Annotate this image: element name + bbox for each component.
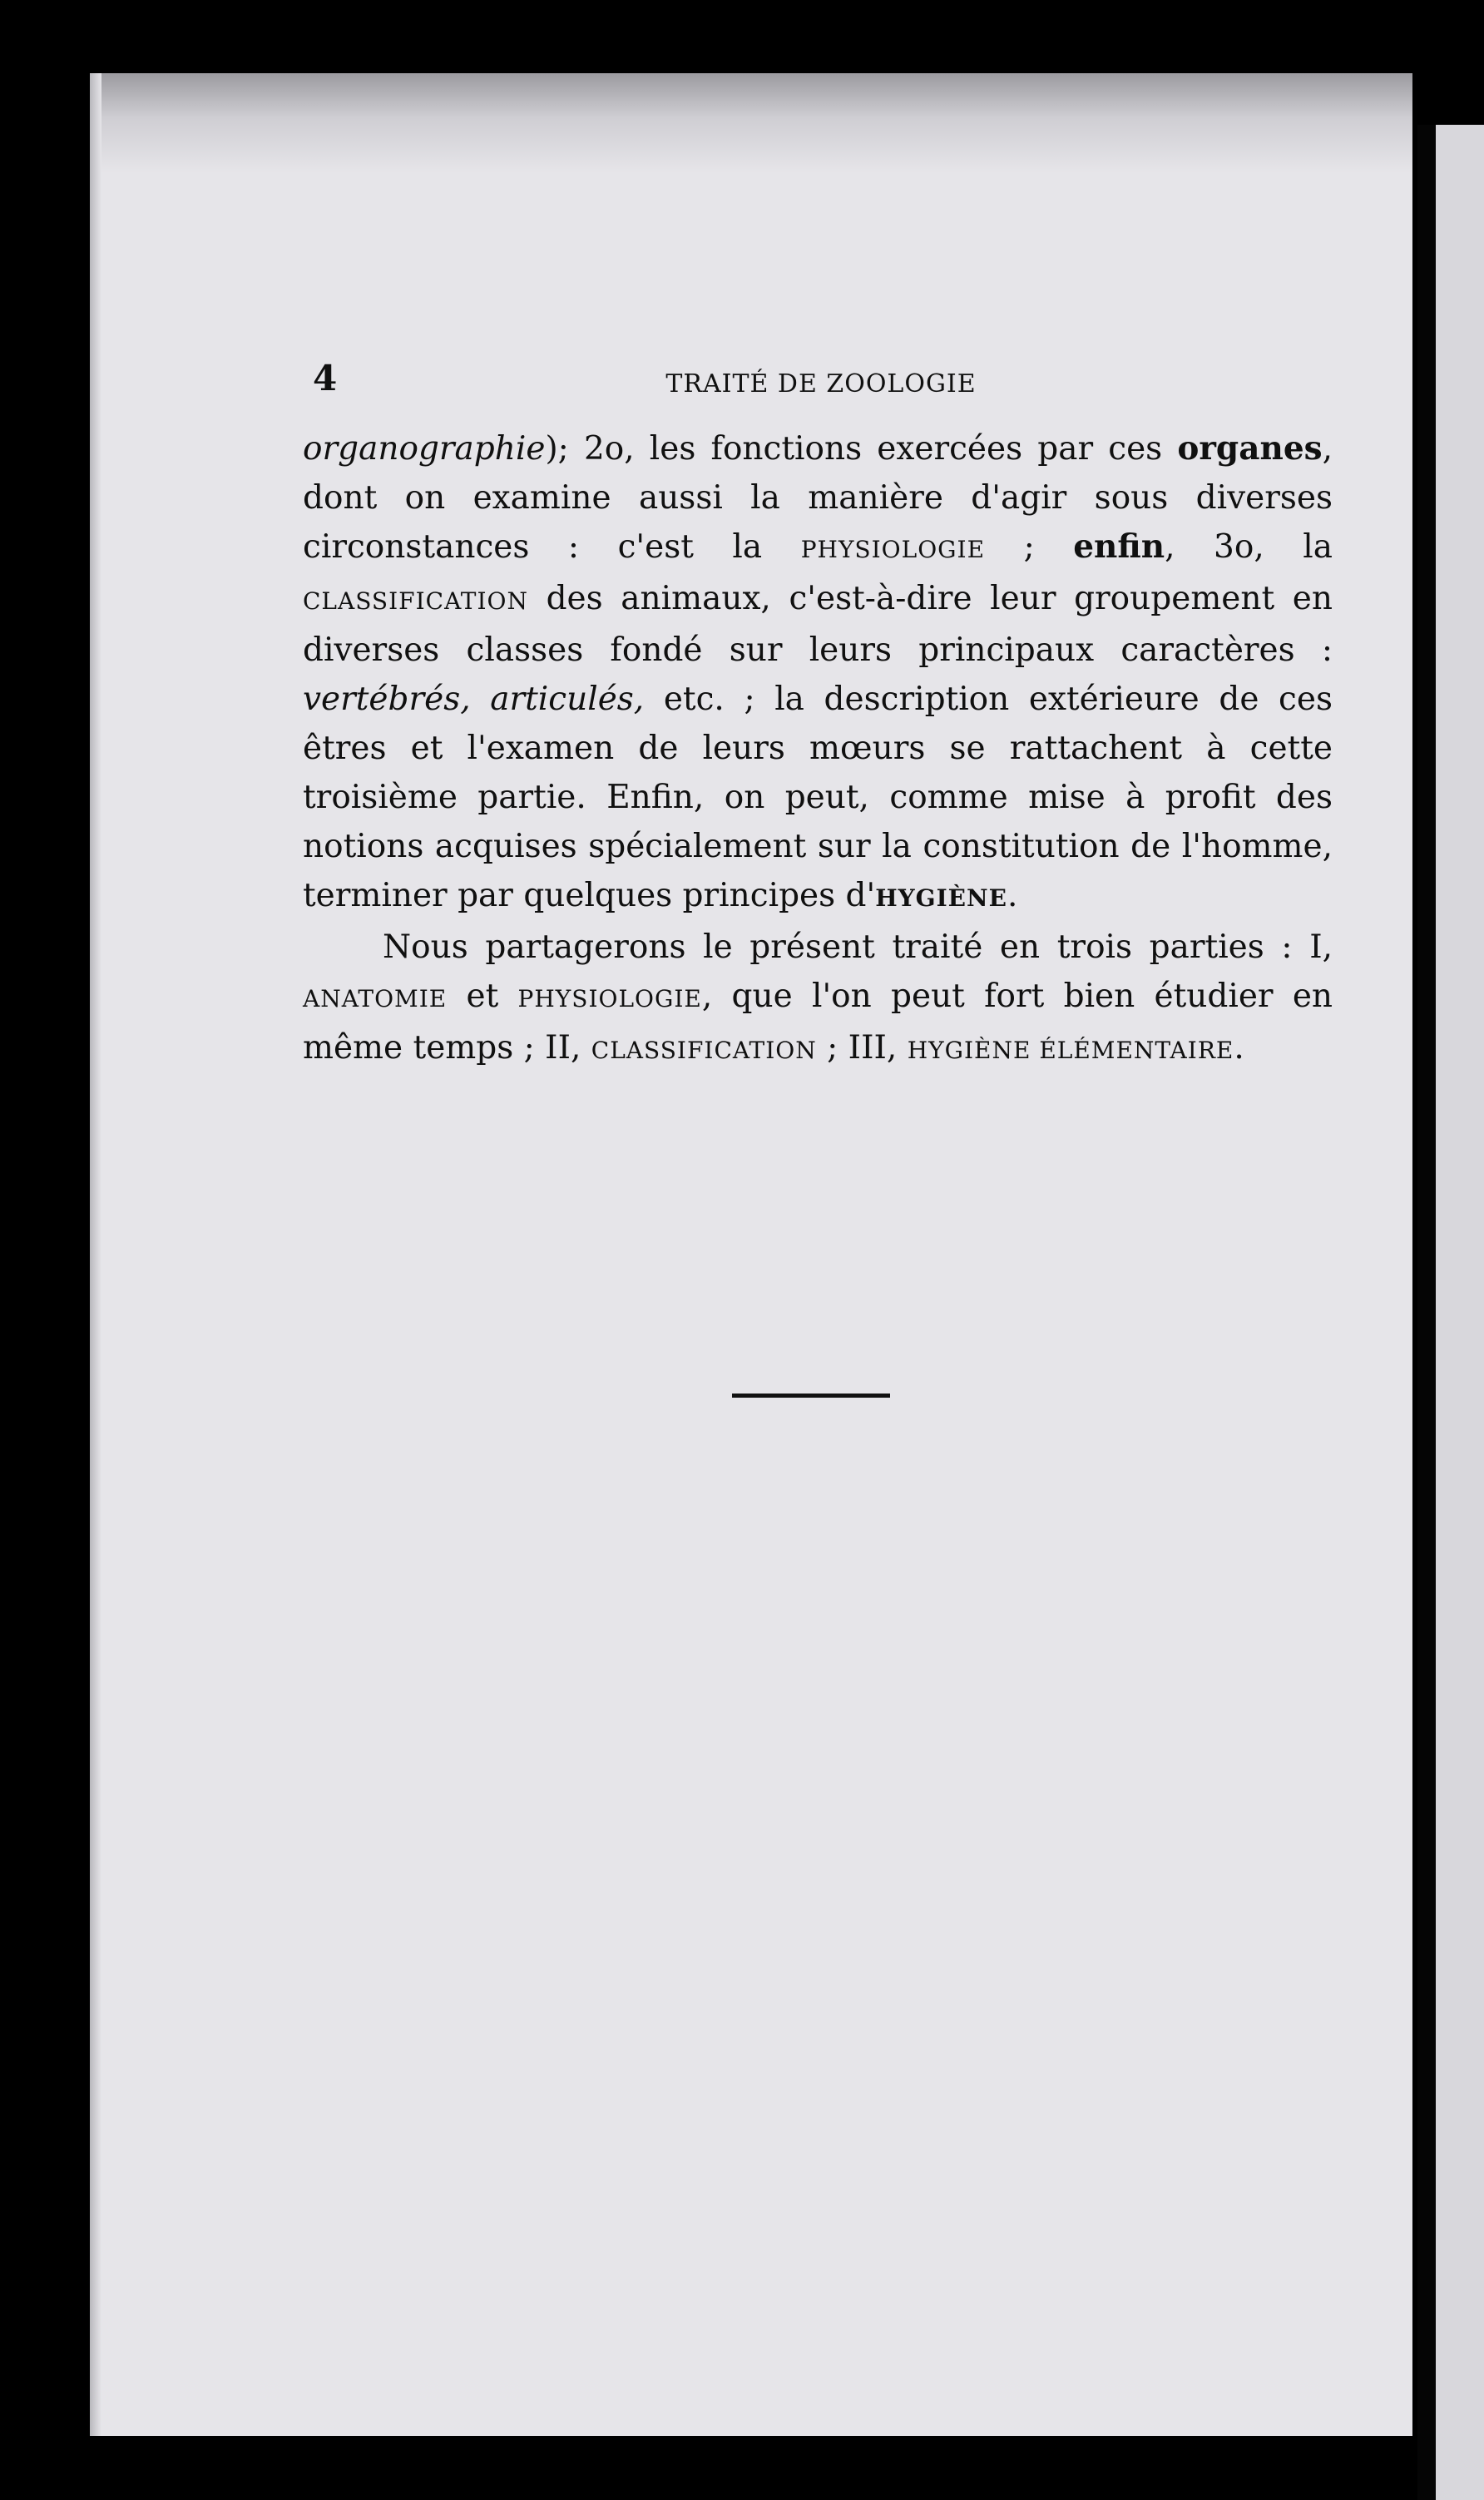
page-number: 4	[313, 358, 338, 399]
para1-text: ); 2o, les fonctions exercées par ces	[545, 430, 1178, 468]
page-top-shadow	[90, 73, 1412, 173]
para1-smallcaps-classification: CLASSIFICATION	[303, 587, 528, 615]
page-content	[210, 358, 1333, 1075]
para1-bold-enfin: enfin	[1073, 527, 1165, 566]
para1-text: etc. ; la description extérieure de ces êtres et l'examen de leurs mœurs se rattachent à cette troisième partie. Enfin, on peut, comme mise à profit des notions acquises spécialement sur la constitution de l'homme, terminer par quelques principes d'	[303, 681, 1333, 914]
running-title: TRAITÉ DE ZOOLOGIE	[665, 369, 977, 399]
para1-italic-examples: vertébrés, articulés,	[303, 681, 645, 718]
para1-text: , dont on examine aussi la manière d'agir sous diverses circonstances : c'est la	[303, 430, 1333, 566]
para2-smallcaps-anatomie: ANATOMIE	[303, 985, 448, 1012]
para1-text: des animaux, c'est-à-dire leur groupement en diverses classes fondé sur leurs principaux caractères :	[303, 580, 1333, 669]
para1-smallcaps-hygiene: HYGIÈNE	[875, 884, 1007, 912]
para2-smallcaps-hygiene-elementaire: HYGIÈNE ÉLÉMENTAIRE	[907, 1037, 1234, 1064]
para2-text: , que l'on peut fort bien étudier en même temps ; II,	[303, 978, 1333, 1067]
para1-text: ;	[985, 528, 1074, 566]
para2-text: .	[1234, 1029, 1244, 1067]
adjacent-page-edge	[1417, 125, 1436, 2500]
para2-text: et	[447, 978, 518, 1015]
para1-bold-organes: organes	[1177, 429, 1323, 468]
paragraph-2	[210, 923, 1333, 1075]
para1-italic-organographie: organographie	[303, 430, 546, 468]
para2-smallcaps-classification: CLASSIFICATION	[591, 1037, 817, 1064]
para2-text: ; III,	[816, 1029, 908, 1067]
page-left-shadow	[90, 73, 101, 2436]
para1-smallcaps-physiologie: PHYSIOLOGIE	[800, 536, 986, 563]
para1-text: , 3o, la	[1165, 528, 1333, 566]
paragraph-1	[210, 424, 1333, 923]
section-end-rule	[732, 1394, 890, 1398]
running-head	[210, 358, 1333, 416]
adjacent-page-strip	[1436, 125, 1484, 2500]
para2-smallcaps-physiologie: PHYSIOLOGIE	[517, 985, 702, 1012]
para1-text: .	[1007, 877, 1018, 914]
para2-text: Nous partagerons le présent traité en trois parties : I,	[383, 928, 1333, 966]
